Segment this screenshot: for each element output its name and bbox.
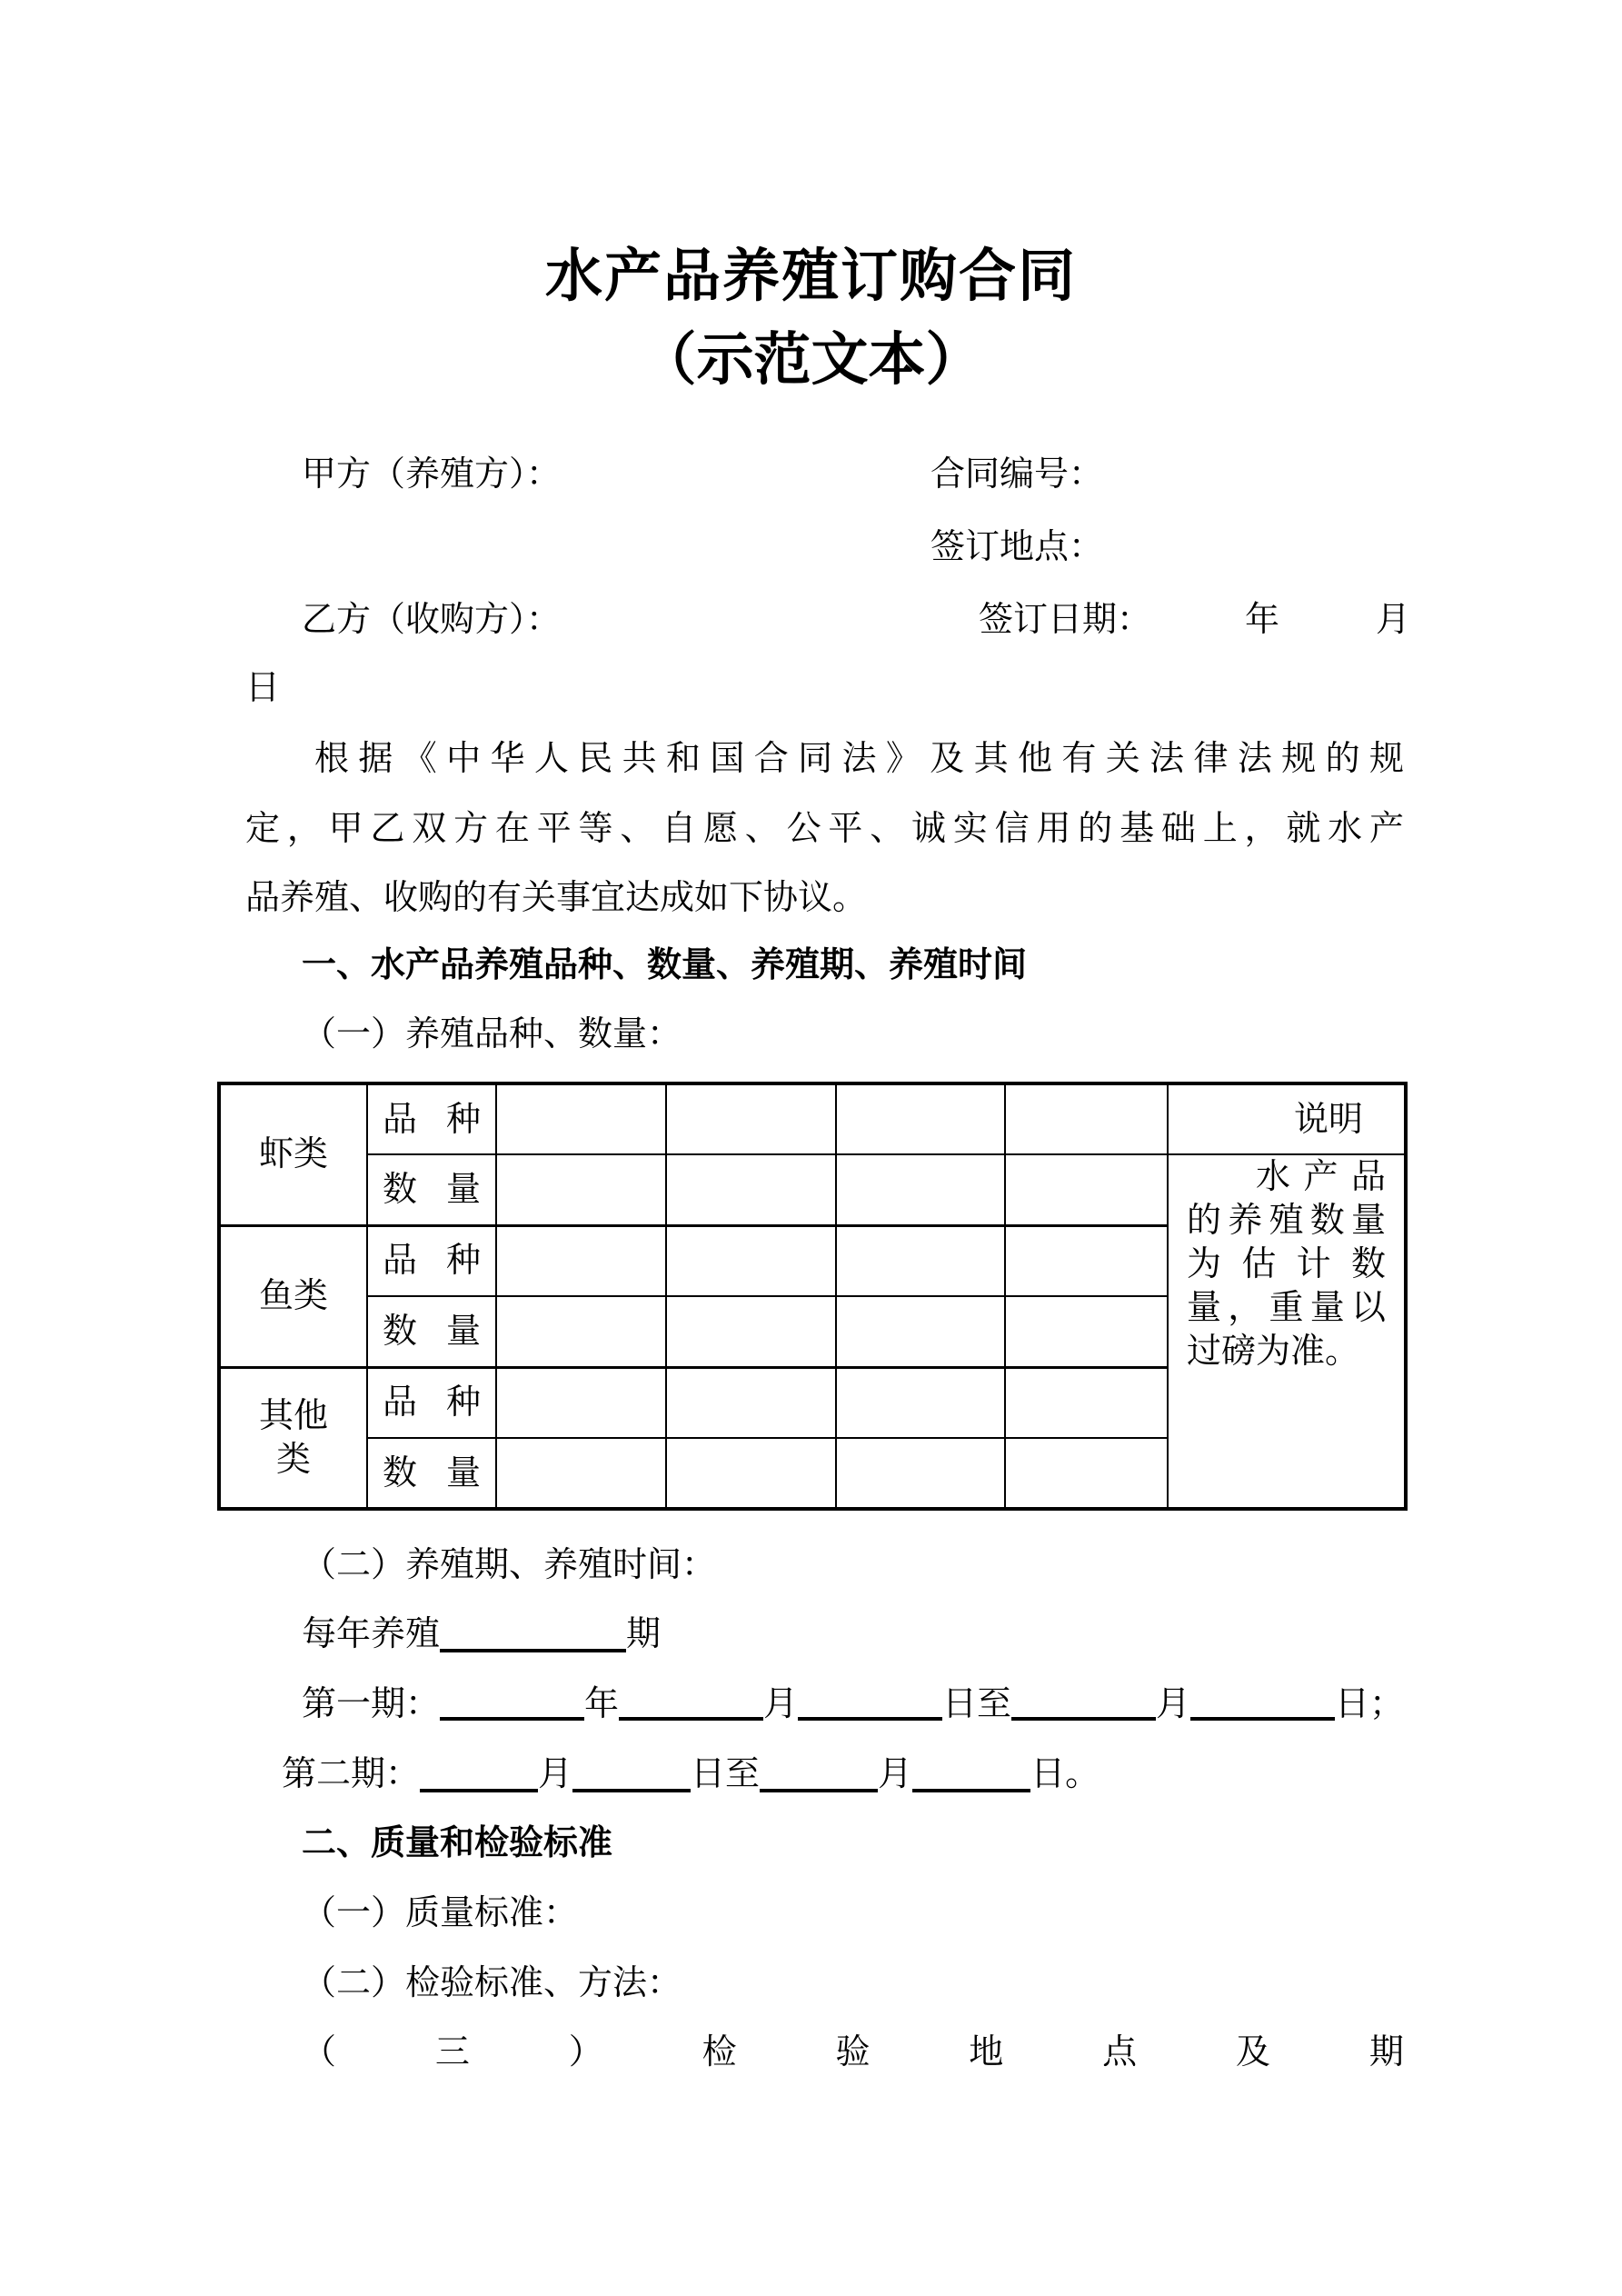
fill-in-blank-underline — [420, 1789, 538, 1792]
annual-periods-line — [245, 1612, 1404, 1656]
justified-char: 检 — [702, 2033, 737, 2071]
blank-value-cell — [666, 1367, 836, 1438]
period-2-day2-label: 日。 — [1030, 1755, 1100, 1793]
field-label-cell: 品种 — [367, 1083, 496, 1154]
annual-suffix-label: 期 — [626, 1615, 662, 1653]
blank-value-cell — [1005, 1154, 1168, 1225]
period-2-day-to-label: 日至 — [691, 1755, 761, 1793]
period-1-month2-label: 月 — [1156, 1685, 1191, 1723]
justified-char: 验 — [835, 2033, 871, 2071]
blank-value-cell — [496, 1438, 666, 1509]
period-1-year-label: 年 — [584, 1685, 620, 1723]
table-row — [219, 1154, 1406, 1225]
category-cell-shrimp: 虾类 — [219, 1083, 367, 1225]
period-1-day-to-label: 日至 — [942, 1685, 1012, 1723]
section1-sub2-label: （二）养殖期、养殖时间： — [302, 1546, 717, 1584]
period-1-line — [245, 1682, 1404, 1726]
blank-value-cell — [836, 1154, 1005, 1225]
blank-value-cell — [496, 1225, 666, 1296]
field-label-cell: 数量 — [367, 1438, 496, 1509]
justified-char: 点 — [1102, 2033, 1138, 2071]
annual-prefix-label: 每年养殖 — [302, 1615, 441, 1653]
party-a-label: 甲方（养殖方）： — [302, 455, 562, 494]
blank-value-cell — [496, 1296, 666, 1367]
blank-value-cell — [666, 1438, 836, 1509]
period-1-label: 第一期： — [302, 1685, 441, 1723]
blank-value-cell — [836, 1367, 1005, 1438]
blank-value-cell — [1005, 1296, 1168, 1367]
blank-value-cell — [666, 1296, 836, 1367]
blank-value-cell — [1005, 1083, 1168, 1154]
period-2-label: 第二期： — [282, 1755, 421, 1793]
justified-char: ） — [568, 2033, 603, 2071]
period-2-month2-label: 月 — [878, 1755, 913, 1793]
blank-value-cell — [1005, 1225, 1168, 1296]
contract-title: 水产品养殖订购合同 — [545, 245, 1077, 308]
blank-value-cell — [496, 1154, 666, 1225]
blank-value-cell — [666, 1225, 836, 1296]
blank-value-cell — [836, 1438, 1005, 1509]
section2-sub2-label: （二）检验标准、方法： — [302, 1964, 682, 2002]
section2-sub1-label: （一）质量标准： — [302, 1894, 579, 1932]
sign-date-label: 签订日期： — [979, 601, 1152, 639]
fill-in-blank-underline — [440, 1717, 584, 1721]
header-row-party-b — [245, 598, 1411, 642]
period-1-day2-label: 日； — [1335, 1685, 1405, 1723]
intro-paragraph-line-1: 根据《中华人民共和国合同法》及其他有关法律法规的规 — [314, 740, 1404, 778]
header-row-day-wrap — [245, 666, 1404, 710]
header-row-party-a — [245, 453, 1404, 496]
justified-char: 地 — [969, 2033, 1004, 2071]
field-label-cell: 数量 — [367, 1154, 496, 1225]
note-header-cell: 说明 — [1168, 1083, 1406, 1154]
section2-heading: 二、质量和检验标准 — [302, 1824, 613, 1862]
fill-in-blank-underline — [1190, 1717, 1335, 1721]
fill-in-blank-underline — [1011, 1717, 1156, 1721]
sign-date-month-label: 月 — [1376, 601, 1411, 639]
sign-place-label: 签订地点： — [930, 528, 1104, 566]
contract-no-label: 合同编号： — [930, 455, 1104, 494]
blank-value-cell — [496, 1367, 666, 1438]
section1-sub1-label: （一）养殖品种、数量： — [302, 1015, 682, 1053]
field-label-cell: 品种 — [367, 1225, 496, 1296]
blank-value-cell — [666, 1154, 836, 1225]
justified-char: （ — [302, 2033, 337, 2071]
justified-char: 期 — [1368, 2033, 1404, 2071]
sign-date-year-label: 年 — [1245, 601, 1280, 639]
intro-paragraph-line-3: 品养殖、收购的有关事宜达成如下协议。 — [245, 879, 868, 917]
blank-value-cell — [836, 1225, 1005, 1296]
species-quantity-table — [217, 1082, 1408, 1511]
contract-subtitle: （示范文本） — [639, 328, 983, 392]
fill-in-blank-underline — [798, 1717, 942, 1721]
blank-value-cell — [1005, 1367, 1168, 1438]
fill-in-blank-underline — [440, 1649, 626, 1652]
section2-sub3-justified-line — [245, 2031, 1404, 2074]
blank-value-cell — [666, 1083, 836, 1154]
blank-value-cell — [836, 1083, 1005, 1154]
sign-date-day-label: 日 — [245, 669, 281, 707]
field-label-cell: 数量 — [367, 1296, 496, 1367]
period-1-month-label: 月 — [763, 1685, 799, 1723]
fill-in-blank-underline — [760, 1789, 878, 1792]
period-2-line — [245, 1752, 1404, 1796]
justified-char: 三 — [434, 2033, 470, 2071]
period-2-month-label: 月 — [538, 1755, 573, 1793]
justified-char: 及 — [1236, 2033, 1271, 2071]
category-cell-other: 其他类 — [219, 1367, 367, 1509]
table-row — [219, 1083, 1406, 1154]
intro-paragraph-line-2: 定，甲乙双方在平等、自愿、公平、诚实信用的基础上，就水产 — [245, 810, 1404, 848]
category-cell-fish: 鱼类 — [219, 1225, 367, 1367]
section1-heading: 一、水产品养殖品种、数量、养殖期、养殖时间 — [302, 946, 1028, 984]
blank-value-cell — [1005, 1438, 1168, 1509]
party-b-label: 乙方（收购方）： — [302, 601, 562, 639]
fill-in-blank-underline — [572, 1789, 691, 1792]
blank-value-cell — [496, 1083, 666, 1154]
fill-in-blank-underline — [912, 1789, 1030, 1792]
fill-in-blank-underline — [619, 1717, 763, 1721]
field-label-cell: 品种 — [367, 1367, 496, 1438]
note-body-cell: 水产品的养殖数量为估计数量，重量以过磅为准。 — [1168, 1154, 1406, 1509]
blank-value-cell — [836, 1296, 1005, 1367]
